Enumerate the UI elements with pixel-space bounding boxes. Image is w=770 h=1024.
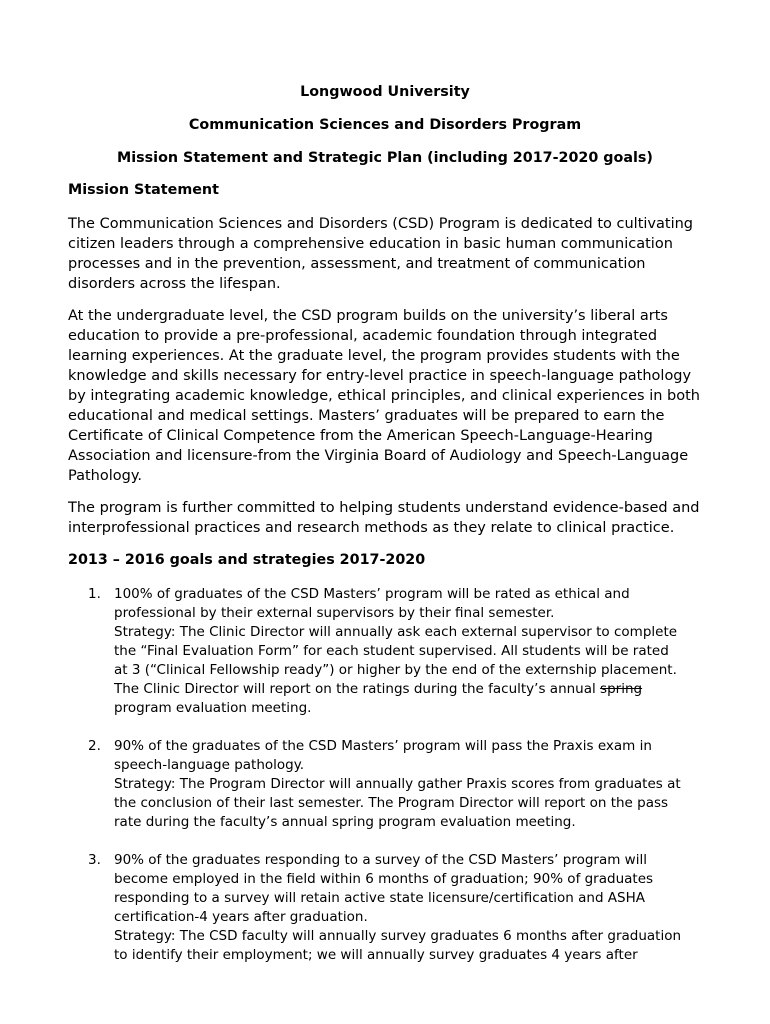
text-line: the conclusion of their last semester. The Program Director will report on the pass [114,795,669,811]
text-line: Strategy: The Clinic Director will annually ask each external supervisor to complete [114,624,678,640]
text-line: The Communication Sciences and Disorders (CSD) Program is dedicated to cultivating [68,216,693,232]
text-line: at 3 (“Clinical Fellowship ready”) or higher by the end of the externship placement. [114,662,677,678]
mission-paragraph-2 [68,306,708,486]
goal-number: 1. [88,586,101,602]
text-line: interprofessional practices and research methods as they relate to clinical practice. [68,520,675,536]
mission-heading: Mission Statement [68,182,219,198]
goals-list [88,585,728,984]
text-line: At the undergraduate level, the CSD program builds on the university’s liberal arts [68,308,668,324]
text-line: educational and medical settings. Masters’ graduates will be prepared to earn the [68,408,665,424]
text-line: processes and in the prevention, assessment, and treatment of communication [68,256,646,272]
text-line: certification-4 years after graduation. [114,909,368,925]
mission-paragraph-3 [68,498,708,538]
goal-item-3 [88,851,728,965]
mission-paragraph-1 [68,214,708,294]
text-line: learning experiences. At the graduate level, the program provides students with the [68,348,680,364]
university-title: Longwood University [300,84,470,100]
text-line: rate during the faculty’s annual spring program evaluation meeting. [114,814,576,830]
goal-item-1 [88,585,728,718]
text-line: become employed in the field within 6 months of graduation; 90% of graduates [114,871,654,887]
text-line: 90% of the graduates of the CSD Masters’ program will pass the Praxis exam in [114,738,652,754]
goal-number: 3. [88,852,101,868]
struck-text: spring [600,681,643,697]
goal-number: 2. [88,738,101,754]
text-line: education to provide a pre-professional, academic foundation through integrated [68,328,658,344]
text-line: 90% of the graduates responding to a survey of the CSD Masters’ program will [114,852,647,868]
text-line: knowledge and skills necessary for entry-level practice in speech-language pathology [68,368,692,384]
goals-heading: 2013 – 2016 goals and strategies 2017-2020 [68,552,426,568]
text-line: The program is further committed to helping students understand evidence-based and [68,500,700,516]
text-line: to identify their employment; we will annually survey graduates 4 years after [114,947,638,963]
text-line: Certificate of Clinical Competence from the American Speech-Language-Hearing [68,428,653,444]
text-line: 100% of graduates of the CSD Masters’ program will be rated as ethical and [114,586,630,602]
text-line: the “Final Evaluation Form” for each student supervised. All students will be rated [114,643,669,659]
text-line [114,680,728,699]
text-line: citizen leaders through a comprehensive education in basic human communication [68,236,673,252]
text-line: program evaluation meeting. [114,700,312,716]
text-line: Strategy: The CSD faculty will annually survey graduates 6 months after graduation [114,928,682,944]
text-line: by integrating academic knowledge, ethical principles, and clinical experiences in both [68,388,700,404]
text-line: responding to a survey will retain active state licensure/certification and ASHA [114,890,645,906]
text-line: professional by their external supervisors by their final semester. [114,605,555,621]
plan-title: Mission Statement and Strategic Plan (including 2017-2020 goals) [117,150,653,166]
text-line: disorders across the lifespan. [68,276,281,292]
text-line: speech-language pathology. [114,757,305,773]
goal-item-2 [88,737,728,832]
text-line: Pathology. [68,468,142,484]
program-title: Communication Sciences and Disorders Program [188,117,582,133]
text-segment: The Clinic Director will report on the ratings during the faculty’s annual [114,681,601,697]
text-line: Association and licensure-from the Virginia Board of Audiology and Speech-Language [68,448,689,464]
text-line: Strategy: The Program Director will annually gather Praxis scores from graduates at [114,776,681,792]
